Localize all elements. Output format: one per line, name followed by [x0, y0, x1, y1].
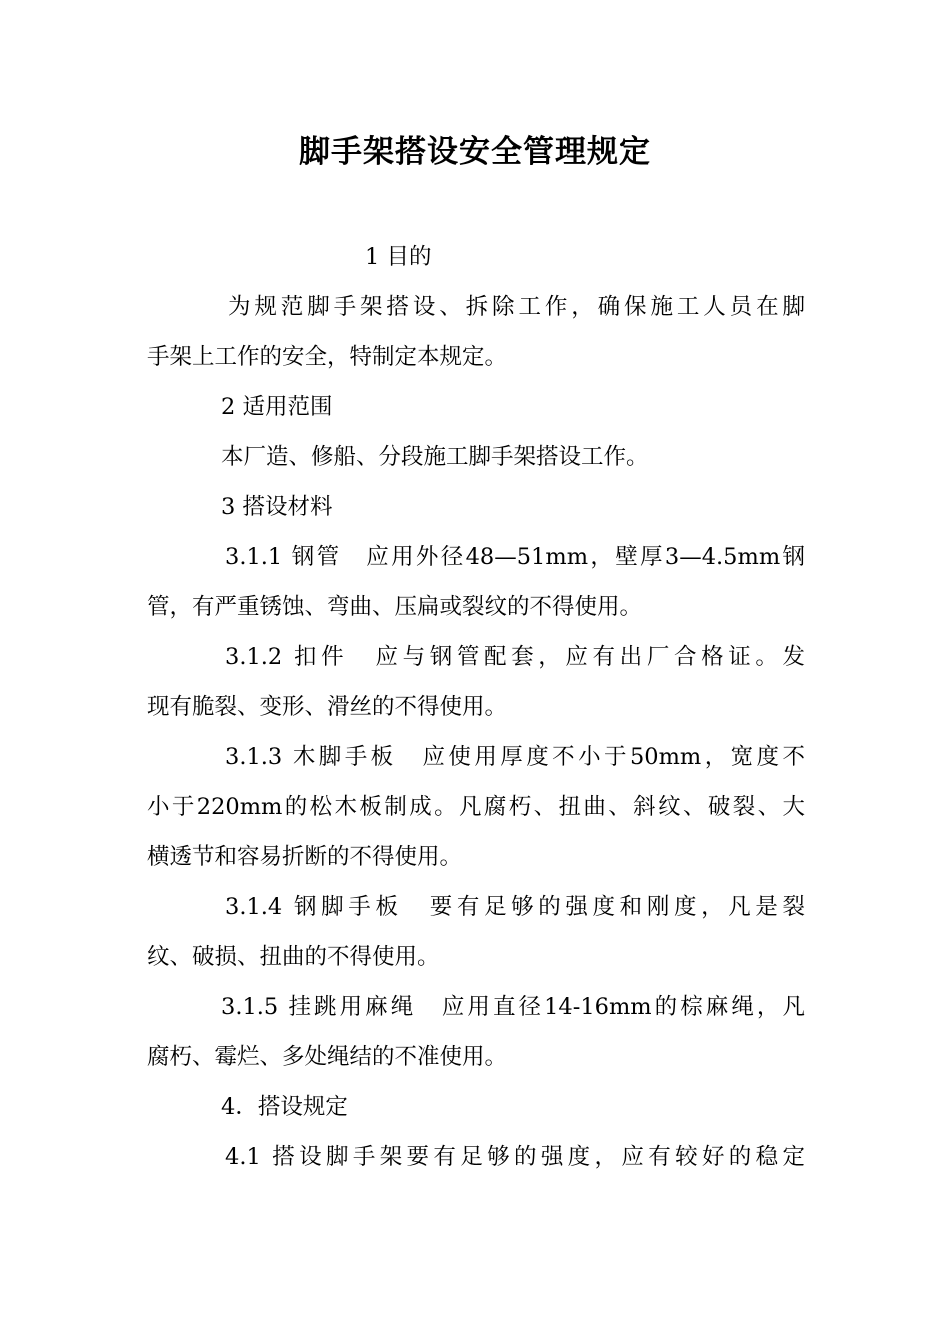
paragraph-line: 横透节和容易折断的不得使用。 [147, 844, 463, 870]
paragraph-line: 3.1.3 木脚手板 应使用厚度不小于50mm，宽度不 [225, 744, 805, 770]
paragraph-line: 本厂造、修船、分段施工脚手架搭设工作。 [221, 444, 649, 470]
document-title: 脚手架搭设安全管理规定 [299, 134, 651, 170]
section-heading-materials: 3 搭设材料 [221, 494, 333, 520]
paragraph-line: 3.1.4 钢脚手板 要有足够的强度和刚度，凡是裂 [225, 894, 805, 920]
paragraph-line: 现有脆裂、变形、滑丝的不得使用。 [147, 694, 508, 720]
paragraph-line: 3.1.1 钢管 应用外径48—51mm，壁厚3—4.5mm钢 [225, 544, 805, 570]
section-heading-rules: 4．搭设规定 [221, 1094, 348, 1120]
paragraph-line: 为规范脚手架搭设、拆除工作，确保施工人员在脚 [228, 294, 805, 320]
paragraph-line: 3.1.5 挂跳用麻绳 应用直径14-16mm的棕麻绳，凡 [221, 994, 805, 1020]
paragraph-line: 小于220mm的松木板制成。凡腐朽、扭曲、斜纹、破裂、大 [147, 794, 805, 820]
paragraph-line: 3.1.2 扣件 应与钢管配套，应有出厂合格证。发 [225, 644, 805, 670]
section-heading-scope: 2 适用范围 [221, 394, 333, 420]
section-heading-purpose: 1 目的 [365, 244, 432, 270]
paragraph-line: 4.1 搭设脚手架要有足够的强度，应有较好的稳定 [225, 1144, 805, 1170]
paragraph-line: 纹、破损、扭曲的不得使用。 [147, 944, 440, 970]
paragraph-line: 腐朽、霉烂、多处绳结的不准使用。 [147, 1044, 508, 1070]
paragraph-line: 管，有严重锈蚀、弯曲、压扁或裂纹的不得使用。 [147, 594, 643, 620]
paragraph-line: 手架上工作的安全，特制定本规定。 [147, 344, 508, 370]
